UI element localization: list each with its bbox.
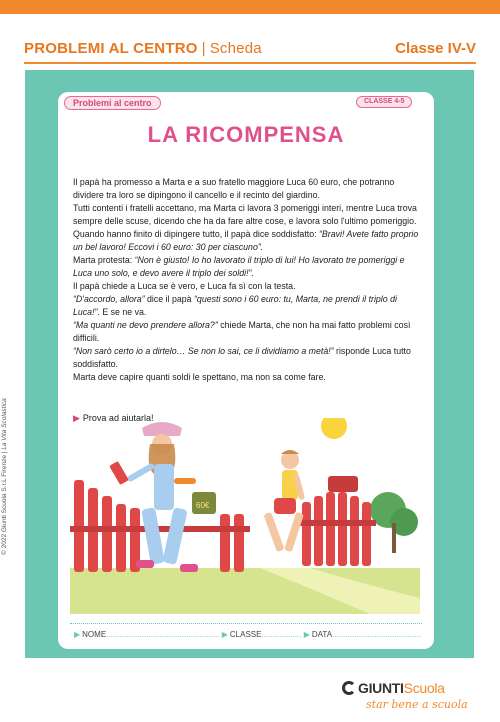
copyright-notice: © 2022 Giunti Scuola S.r.L Firenze | La Vita Scolastica xyxy=(1,398,8,555)
bullet-triangle-icon: ▶ xyxy=(73,413,80,423)
bullet-triangle-icon: ▶ xyxy=(221,630,228,639)
header-title: PROBLEMI AL CENTRO xyxy=(24,40,198,57)
student-info-row xyxy=(74,630,422,639)
story-paragraph xyxy=(73,293,421,319)
bullet-triangle-icon: ▶ xyxy=(74,630,81,639)
illustration xyxy=(70,418,420,614)
story-quote: “D'accordo, allora” xyxy=(73,294,145,304)
story-quote: “Ma quanti ne devo prendere allora?” xyxy=(73,320,218,330)
story-paragraph xyxy=(73,254,421,280)
nome-field[interactable]: ................................................... xyxy=(106,630,220,639)
story-quote: “Bravi! Avete fatto proprio un bel lavoro! Eccovi i 60 euro: 30 per ciascuno”. xyxy=(73,229,419,252)
data-field[interactable]: ........................................ xyxy=(332,630,421,639)
bullet-triangle-icon: ▶ xyxy=(303,630,310,639)
card-tag-right: CLASSE 4-5 xyxy=(356,96,412,108)
header-grade: Classe IV-V xyxy=(395,40,476,57)
story-paragraph xyxy=(73,345,421,371)
tree-trunk xyxy=(392,523,396,553)
fence-right xyxy=(296,476,376,566)
story-quote: “questi sono i 60 euro: tu, Marta, ne prendi il triplo di Luca!”. xyxy=(73,294,397,317)
logo-tagline: star bene a scuola xyxy=(366,698,468,711)
story-narration: chiede Marta, che non ha mai fatto problemi così difficili. xyxy=(73,320,411,343)
story-narration: E se ne va. xyxy=(99,307,147,317)
story-narration: Marta protesta: xyxy=(73,255,135,265)
classe-field[interactable]: .................. xyxy=(261,630,302,639)
story-narration: risponde Luca tutto soddisfatto. xyxy=(73,346,411,369)
story-narration: dice il papà xyxy=(144,294,194,304)
header-separator: | xyxy=(201,40,206,57)
footer-divider xyxy=(70,623,422,624)
story-paragraph xyxy=(73,228,421,254)
story-text xyxy=(73,176,421,384)
publisher-logo xyxy=(342,680,482,720)
worksheet-title: LA RICOMPENSA xyxy=(147,122,345,147)
card-tag-left: Problemi al centro xyxy=(64,96,161,110)
page-header xyxy=(24,38,476,60)
story-narration: Quando hanno finito di dipingere tutto, il papà dice soddisfatto: xyxy=(73,229,319,239)
data-label: DATA xyxy=(311,630,333,639)
header-subtitle: Scheda xyxy=(209,40,262,57)
classe-label: CLASSE xyxy=(229,630,262,639)
paint-can-label: 60€ xyxy=(196,501,210,510)
story-paragraph xyxy=(73,319,421,345)
story-paragraph: Marta deve capire quanti soldi le spettano, ma non sa come fare. xyxy=(73,372,326,382)
story-paragraph: Tutti contenti i fratelli accettano, ma Marta ci lavora 3 pomeriggi interi, mentre Luca trova sempre delle scuse, dicendo che ha da fare altre cose, e lavora solo l'ultimo pomeriggio. xyxy=(73,203,417,226)
nome-label: NOME xyxy=(82,630,107,639)
sun-icon xyxy=(321,418,347,439)
prompt-text: Prova ad aiutarla! xyxy=(82,413,154,423)
giunti-g-icon xyxy=(342,681,356,695)
top-orange-bar xyxy=(0,0,500,14)
story-quote: “Non è giusto! Io ho lavorato il triplo di lui! Ho lavorato tre pomeriggi e Luca uno solo, e devo avere il triplo dei soldi!”. xyxy=(73,255,405,278)
boy-figure xyxy=(263,450,305,552)
header-title-group xyxy=(24,40,262,57)
logo-brand: GIUNTIScuola xyxy=(358,680,445,696)
story-paragraph: Il papà chiede a Luca se è vero, e Luca fa sì con la testa. xyxy=(73,281,296,291)
story-quote: “Non sarò certo io a dirtelo… Se non lo sai, ce li dividiamo a metà!” xyxy=(73,346,334,356)
story-paragraph: Il papà ha promesso a Marta e a suo fratello maggiore Luca 60 euro, che potranno dividere tra loro se dipingono il cancello e il recinto del giardino. xyxy=(73,177,395,200)
header-rule xyxy=(24,62,476,64)
